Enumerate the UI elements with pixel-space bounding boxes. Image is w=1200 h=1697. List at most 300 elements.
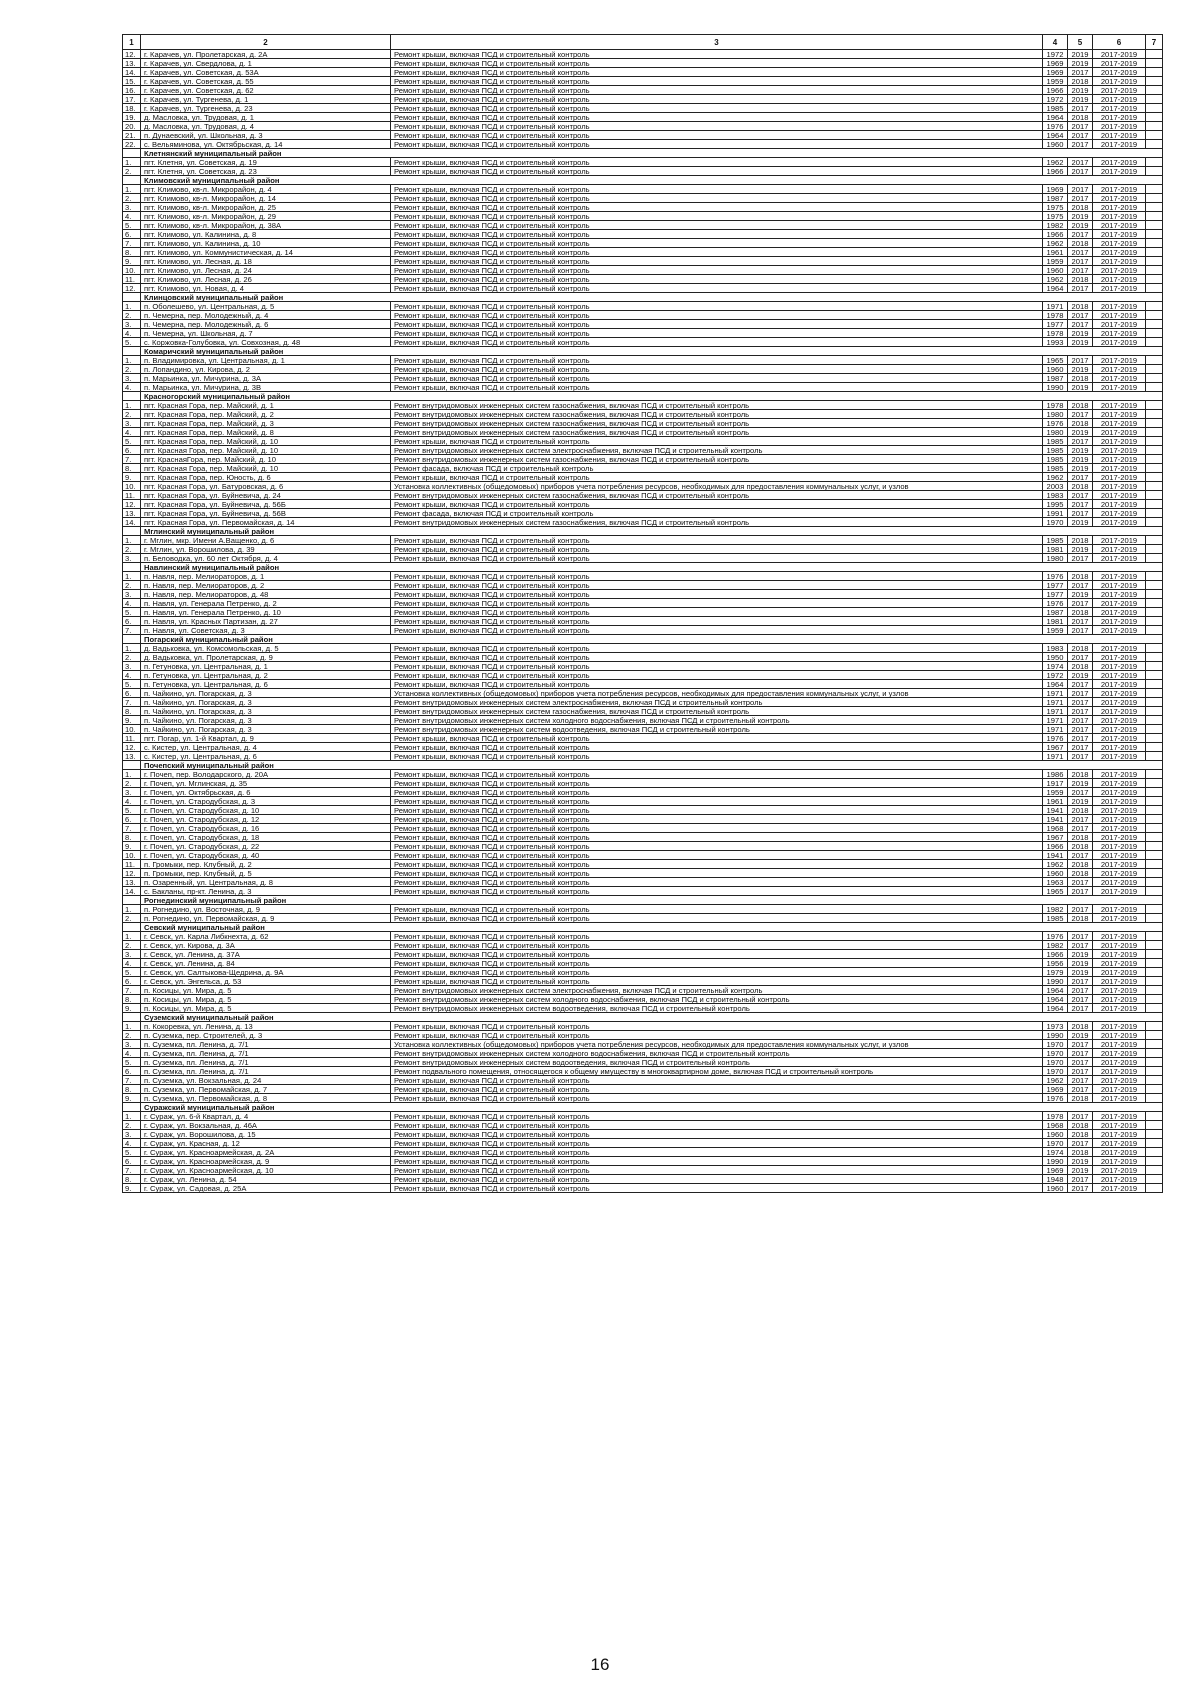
period-cell: 2017-2019 — [1093, 707, 1146, 716]
build-year-cell: 1985 — [1043, 104, 1068, 113]
address-cell: г. Севск, ул. Энгельса, д. 53 — [141, 977, 391, 986]
empty-cell — [1146, 491, 1163, 500]
address-cell: п. Гетуновка, ул. Центральная, д. 6 — [141, 680, 391, 689]
address-cell: г. Сураж, ул. Красноармейская, д. 10 — [141, 1166, 391, 1175]
address-cell: п. Лопандино, ул. Кирова, д. 2 — [141, 365, 391, 374]
address-cell: п. Рогнедино, ул. Восточная, д. 9 — [141, 905, 391, 914]
planned-year-cell: 2017 — [1068, 1139, 1093, 1148]
planned-year-cell: 2017 — [1068, 311, 1093, 320]
address-cell: г. Почеп, ул. Стародубская, д. 18 — [141, 833, 391, 842]
table-body — [123, 50, 1163, 1193]
table-row — [123, 410, 1163, 419]
period-cell: 2017-2019 — [1093, 779, 1146, 788]
work-type-cell: Ремонт крыши, включая ПСД и строительный контроль — [391, 1139, 1043, 1148]
planned-year-cell: 2017 — [1068, 1040, 1093, 1049]
row-number: 4. — [123, 1139, 141, 1148]
district-name: Климовский муниципальный район — [141, 176, 1163, 185]
planned-year-cell: 2019 — [1068, 959, 1093, 968]
period-cell: 2017-2019 — [1093, 797, 1146, 806]
work-type-cell: Ремонт крыши, включая ПСД и строительный контроль — [391, 68, 1043, 77]
empty-cell — [1146, 716, 1163, 725]
district-name: Клетнянский муниципальный район — [141, 149, 1163, 158]
work-type-cell: Ремонт крыши, включая ПСД и строительный контроль — [391, 833, 1043, 842]
period-cell: 2017-2019 — [1093, 887, 1146, 896]
period-cell: 2017-2019 — [1093, 104, 1146, 113]
address-cell: г. Севск, ул. Ленина, д. 37А — [141, 950, 391, 959]
empty-cell — [1146, 1166, 1163, 1175]
period-cell: 2017-2019 — [1093, 167, 1146, 176]
period-cell: 2017-2019 — [1093, 1040, 1146, 1049]
build-year-cell: 1970 — [1043, 1067, 1068, 1076]
table-row — [123, 482, 1163, 491]
address-cell: г. Почеп, ул. Стародубская, д. 10 — [141, 806, 391, 815]
row-number: 7. — [123, 824, 141, 833]
address-cell: пгт. Красная Гора, пер. Майский, д. 10 — [141, 437, 391, 446]
table-row — [123, 50, 1163, 59]
row-number: 12. — [123, 500, 141, 509]
period-cell: 2017-2019 — [1093, 464, 1146, 473]
row-number: 9. — [123, 1184, 141, 1193]
row-number: 13. — [123, 752, 141, 761]
work-type-cell: Ремонт крыши, включая ПСД и строительный контроль — [391, 860, 1043, 869]
row-number: 8. — [123, 707, 141, 716]
work-type-cell: Ремонт крыши, включая ПСД и строительный контроль — [391, 167, 1043, 176]
build-year-cell: 1978 — [1043, 1112, 1068, 1121]
district-name: Суземский муниципальный район — [141, 1013, 1163, 1022]
work-type-cell: Ремонт крыши, включая ПСД и строительный контроль — [391, 887, 1043, 896]
empty-cell — [123, 347, 141, 356]
empty-cell — [1146, 1094, 1163, 1103]
address-cell: г. Карачев, ул. Тургенева, д. 1 — [141, 95, 391, 104]
empty-cell — [1146, 113, 1163, 122]
empty-cell — [1146, 203, 1163, 212]
work-type-cell: Установка коллективных (общедомовых) приборов учета потребления ресурсов, необходимых для предоставления коммунальных услуг, и узлов — [391, 1040, 1043, 1049]
work-type-cell: Ремонт крыши, включая ПСД и строительный контроль — [391, 581, 1043, 590]
address-cell: пгт. Климово, кв-л. Микрорайон, д. 14 — [141, 194, 391, 203]
table-row — [123, 932, 1163, 941]
build-year-cell: 1960 — [1043, 1130, 1068, 1139]
work-type-cell: Ремонт крыши, включая ПСД и строительный контроль — [391, 221, 1043, 230]
empty-cell — [123, 293, 141, 302]
planned-year-cell: 2018 — [1068, 644, 1093, 653]
column-header-6: 6 — [1093, 35, 1146, 50]
work-type-cell: Ремонт крыши, включая ПСД и строительный контроль — [391, 104, 1043, 113]
empty-cell — [1146, 140, 1163, 149]
planned-year-cell: 2017 — [1068, 68, 1093, 77]
table-row — [123, 851, 1163, 860]
row-number: 6. — [123, 815, 141, 824]
table-row — [123, 842, 1163, 851]
build-year-cell: 1971 — [1043, 698, 1068, 707]
work-type-cell: Ремонт крыши, включая ПСД и строительный контроль — [391, 941, 1043, 950]
empty-cell — [1146, 932, 1163, 941]
period-cell: 2017-2019 — [1093, 752, 1146, 761]
build-year-cell: 1970 — [1043, 518, 1068, 527]
planned-year-cell: 2017 — [1068, 824, 1093, 833]
period-cell: 2017-2019 — [1093, 302, 1146, 311]
address-cell: пгт. Климово, кв-л. Микрорайон, д. 29 — [141, 212, 391, 221]
table-row — [123, 734, 1163, 743]
planned-year-cell: 2017 — [1068, 1049, 1093, 1058]
row-number: 6. — [123, 1157, 141, 1166]
address-cell: п. Беловодка, ул. 60 лет Октября, д. 4 — [141, 554, 391, 563]
work-type-cell: Ремонт крыши, включая ПСД и строительный контроль — [391, 239, 1043, 248]
table-row — [123, 815, 1163, 824]
table-row — [123, 824, 1163, 833]
empty-cell — [1146, 104, 1163, 113]
work-type-cell: Ремонт крыши, включая ПСД и строительный контроль — [391, 770, 1043, 779]
row-number: 2. — [123, 194, 141, 203]
build-year-cell: 1978 — [1043, 401, 1068, 410]
row-number: 19. — [123, 113, 141, 122]
period-cell: 2017-2019 — [1093, 995, 1146, 1004]
empty-cell — [1146, 473, 1163, 482]
work-type-cell: Ремонт крыши, включая ПСД и строительный контроль — [391, 131, 1043, 140]
planned-year-cell: 2017 — [1068, 815, 1093, 824]
work-type-cell: Ремонт крыши, включая ПСД и строительный контроль — [391, 572, 1043, 581]
page-number: 16 — [590, 1655, 610, 1674]
table-row — [123, 1076, 1163, 1085]
row-number: 16. — [123, 86, 141, 95]
table-row — [123, 248, 1163, 257]
planned-year-cell: 2018 — [1068, 239, 1093, 248]
work-type-cell: Ремонт крыши, включая ПСД и строительный контроль — [391, 329, 1043, 338]
empty-cell — [1146, 1121, 1163, 1130]
build-year-cell: 1962 — [1043, 239, 1068, 248]
period-cell: 2017-2019 — [1093, 1157, 1146, 1166]
empty-cell — [1146, 680, 1163, 689]
period-cell: 2017-2019 — [1093, 572, 1146, 581]
planned-year-cell: 2017 — [1068, 707, 1093, 716]
period-cell: 2017-2019 — [1093, 1031, 1146, 1040]
planned-year-cell: 2017 — [1068, 680, 1093, 689]
period-cell: 2017-2019 — [1093, 113, 1146, 122]
period-cell: 2017-2019 — [1093, 473, 1146, 482]
empty-cell — [1146, 122, 1163, 131]
table-row — [123, 833, 1163, 842]
period-cell: 2017-2019 — [1093, 860, 1146, 869]
build-year-cell: 1948 — [1043, 1175, 1068, 1184]
empty-cell — [1146, 815, 1163, 824]
table-row — [123, 689, 1163, 698]
build-year-cell: 1993 — [1043, 338, 1068, 347]
planned-year-cell: 2017 — [1068, 158, 1093, 167]
period-cell: 2017-2019 — [1093, 905, 1146, 914]
table-row — [123, 437, 1163, 446]
column-header-3: 3 — [391, 35, 1043, 50]
planned-year-cell: 2017 — [1068, 581, 1093, 590]
work-type-cell: Ремонт крыши, включая ПСД и строительный контроль — [391, 158, 1043, 167]
district-name: Суражский муниципальный район — [141, 1103, 1163, 1112]
row-number: 1. — [123, 1022, 141, 1031]
planned-year-cell: 2017 — [1068, 977, 1093, 986]
row-number: 4. — [123, 329, 141, 338]
work-type-cell: Ремонт крыши, включая ПСД и строительный контроль — [391, 203, 1043, 212]
work-type-cell: Ремонт крыши, включая ПСД и строительный контроль — [391, 590, 1043, 599]
build-year-cell: 1969 — [1043, 68, 1068, 77]
build-year-cell: 1985 — [1043, 536, 1068, 545]
build-year-cell: 1967 — [1043, 833, 1068, 842]
district-section-row — [123, 1013, 1163, 1022]
table-row — [123, 59, 1163, 68]
build-year-cell: 1964 — [1043, 986, 1068, 995]
address-cell: г. Почеп, ул. Стародубская, д. 22 — [141, 842, 391, 851]
row-number: 2. — [123, 167, 141, 176]
empty-cell — [1146, 1148, 1163, 1157]
planned-year-cell: 2018 — [1068, 842, 1093, 851]
row-number: 9. — [123, 257, 141, 266]
address-cell: пгт. Красная Гора, ул. Буйневича, д. 56В — [141, 509, 391, 518]
period-cell: 2017-2019 — [1093, 446, 1146, 455]
empty-cell — [1146, 68, 1163, 77]
empty-cell — [1146, 653, 1163, 662]
row-number: 4. — [123, 212, 141, 221]
table-row — [123, 230, 1163, 239]
work-type-cell: Ремонт крыши, включая ПСД и строительный контроль — [391, 59, 1043, 68]
address-cell: п. Косицы, ул. Мира, д. 5 — [141, 995, 391, 1004]
build-year-cell: 1964 — [1043, 995, 1068, 1004]
row-number: 5. — [123, 1148, 141, 1157]
empty-cell — [1146, 608, 1163, 617]
planned-year-cell: 2017 — [1068, 1004, 1093, 1013]
planned-year-cell: 2017 — [1068, 905, 1093, 914]
row-number: 8. — [123, 1085, 141, 1094]
row-number: 13. — [123, 878, 141, 887]
work-type-cell: Ремонт крыши, включая ПСД и строительный контроль — [391, 959, 1043, 968]
district-name: Почепский муниципальный район — [141, 761, 1163, 770]
address-cell: пгт. Красная Гора, ул. Буйневича, д. 24 — [141, 491, 391, 500]
empty-cell — [123, 392, 141, 401]
planned-year-cell: 2017 — [1068, 995, 1093, 1004]
address-cell: п. Марьинка, ул. Мичурина, д. 3А — [141, 374, 391, 383]
planned-year-cell: 2019 — [1068, 545, 1093, 554]
address-cell: п. Озаренный, ул. Центральная, д. 8 — [141, 878, 391, 887]
build-year-cell: 1969 — [1043, 1085, 1068, 1094]
planned-year-cell: 2018 — [1068, 1094, 1093, 1103]
build-year-cell: 1976 — [1043, 734, 1068, 743]
table-row — [123, 914, 1163, 923]
planned-year-cell: 2018 — [1068, 770, 1093, 779]
period-cell: 2017-2019 — [1093, 410, 1146, 419]
period-cell: 2017-2019 — [1093, 941, 1146, 950]
row-number: 11. — [123, 860, 141, 869]
address-cell: пгт. Красная Гора, пер. Майский, д. 10 — [141, 446, 391, 455]
empty-cell — [123, 635, 141, 644]
empty-cell — [1146, 482, 1163, 491]
period-cell: 2017-2019 — [1093, 617, 1146, 626]
build-year-cell: 1969 — [1043, 59, 1068, 68]
empty-cell — [1146, 1058, 1163, 1067]
empty-cell — [1146, 662, 1163, 671]
period-cell: 2017-2019 — [1093, 257, 1146, 266]
build-year-cell: 1970 — [1043, 1139, 1068, 1148]
district-name: Клинцовский муниципальный район — [141, 293, 1163, 302]
period-cell: 2017-2019 — [1093, 437, 1146, 446]
work-type-cell: Ремонт крыши, включая ПСД и строительный контроль — [391, 284, 1043, 293]
work-type-cell: Ремонт крыши, включая ПСД и строительный контроль — [391, 545, 1043, 554]
planned-year-cell: 2017 — [1068, 194, 1093, 203]
table-row — [123, 743, 1163, 752]
table-row — [123, 419, 1163, 428]
table-row — [123, 887, 1163, 896]
table-row — [123, 1031, 1163, 1040]
table-row — [123, 1148, 1163, 1157]
build-year-cell: 1977 — [1043, 320, 1068, 329]
address-cell: п. Гетуновка, ул. Центральная, д. 1 — [141, 662, 391, 671]
work-type-cell: Ремонт крыши, включая ПСД и строительный контроль — [391, 734, 1043, 743]
period-cell: 2017-2019 — [1093, 581, 1146, 590]
address-cell: пгт. Клетня, ул. Советская, д. 19 — [141, 158, 391, 167]
period-cell: 2017-2019 — [1093, 1085, 1146, 1094]
period-cell: 2017-2019 — [1093, 284, 1146, 293]
row-number: 12. — [123, 50, 141, 59]
planned-year-cell: 2018 — [1068, 419, 1093, 428]
district-section-row — [123, 563, 1163, 572]
row-number: 13. — [123, 59, 141, 68]
row-number: 4. — [123, 959, 141, 968]
row-number: 5. — [123, 437, 141, 446]
period-cell: 2017-2019 — [1093, 50, 1146, 59]
period-cell: 2017-2019 — [1093, 743, 1146, 752]
row-number: 7. — [123, 986, 141, 995]
empty-cell — [1146, 50, 1163, 59]
planned-year-cell: 2018 — [1068, 608, 1093, 617]
period-cell: 2017-2019 — [1093, 95, 1146, 104]
work-type-cell: Ремонт крыши, включая ПСД и строительный контроль — [391, 113, 1043, 122]
build-year-cell: 1966 — [1043, 950, 1068, 959]
build-year-cell: 1964 — [1043, 1004, 1068, 1013]
build-year-cell: 1978 — [1043, 311, 1068, 320]
period-cell: 2017-2019 — [1093, 86, 1146, 95]
table-row — [123, 1085, 1163, 1094]
empty-cell — [1146, 725, 1163, 734]
empty-cell — [123, 761, 141, 770]
row-number: 5. — [123, 806, 141, 815]
row-number: 9. — [123, 473, 141, 482]
empty-cell — [1146, 410, 1163, 419]
table-row — [123, 203, 1163, 212]
work-type-cell: Ремонт крыши, включая ПСД и строительный контроль — [391, 86, 1043, 95]
row-number: 7. — [123, 1076, 141, 1085]
table-row — [123, 212, 1163, 221]
empty-cell — [1146, 1040, 1163, 1049]
planned-year-cell: 2019 — [1068, 329, 1093, 338]
table-row — [123, 185, 1163, 194]
address-cell: п. Суземка, пл. Ленина, д. 7/1 — [141, 1058, 391, 1067]
address-cell: с. Кистер, ул. Центральная, д. 6 — [141, 752, 391, 761]
column-header-1: 1 — [123, 35, 141, 50]
period-cell: 2017-2019 — [1093, 833, 1146, 842]
address-cell: п. Чайкино, ул. Погарская, д. 3 — [141, 707, 391, 716]
work-type-cell: Ремонт крыши, включая ПСД и строительный контроль — [391, 122, 1043, 131]
address-cell: п. Суземка, ул. Вокзальная, д. 24 — [141, 1076, 391, 1085]
address-cell: г. Севск, ул. Салтыкова-Щедрина, д. 9А — [141, 968, 391, 977]
row-number: 2. — [123, 653, 141, 662]
address-cell: п. Навля, ул. Генерала Петренко, д. 10 — [141, 608, 391, 617]
period-cell: 2017-2019 — [1093, 311, 1146, 320]
table-row — [123, 104, 1163, 113]
address-cell: пгт. Красная Гора, пер. Майский, д. 3 — [141, 419, 391, 428]
table-row — [123, 680, 1163, 689]
planned-year-cell: 2019 — [1068, 671, 1093, 680]
period-cell: 2017-2019 — [1093, 1004, 1146, 1013]
build-year-cell: 1970 — [1043, 1058, 1068, 1067]
planned-year-cell: 2019 — [1068, 59, 1093, 68]
table-row — [123, 716, 1163, 725]
planned-year-cell: 2017 — [1068, 1058, 1093, 1067]
address-cell: п. Суземка, ул. Первомайская, д. 7 — [141, 1085, 391, 1094]
work-type-cell: Ремонт крыши, включая ПСД и строительный контроль — [391, 1094, 1043, 1103]
work-type-cell: Ремонт крыши, включая ПСД и строительный контроль — [391, 311, 1043, 320]
address-cell: пгт. Климово, ул. Лесная, д. 24 — [141, 266, 391, 275]
row-number: 1. — [123, 185, 141, 194]
planned-year-cell: 2017 — [1068, 356, 1093, 365]
row-number: 1. — [123, 644, 141, 653]
table-row — [123, 1175, 1163, 1184]
work-type-cell: Ремонт крыши, включая ПСД и строительный контроль — [391, 185, 1043, 194]
period-cell: 2017-2019 — [1093, 1067, 1146, 1076]
address-cell: г. Мглин, мкр. Имени А.Ващенко, д. 6 — [141, 536, 391, 545]
build-year-cell: 1964 — [1043, 113, 1068, 122]
build-year-cell: 1976 — [1043, 122, 1068, 131]
period-cell: 2017-2019 — [1093, 275, 1146, 284]
build-year-cell: 1990 — [1043, 1031, 1068, 1040]
planned-year-cell: 2018 — [1068, 374, 1093, 383]
empty-cell — [1146, 833, 1163, 842]
period-cell: 2017-2019 — [1093, 950, 1146, 959]
work-type-cell: Ремонт крыши, включая ПСД и строительный контроль — [391, 1112, 1043, 1121]
address-cell: д. Вадьковка, ул. Пролетарская, д. 9 — [141, 653, 391, 662]
build-year-cell: 1987 — [1043, 374, 1068, 383]
row-number: 5. — [123, 221, 141, 230]
table-row — [123, 131, 1163, 140]
planned-year-cell: 2017 — [1068, 230, 1093, 239]
table-row — [123, 455, 1163, 464]
period-cell: 2017-2019 — [1093, 932, 1146, 941]
work-type-cell: Ремонт крыши, включая ПСД и строительный контроль — [391, 788, 1043, 797]
work-type-cell: Ремонт крыши, включая ПСД и строительный контроль — [391, 140, 1043, 149]
planned-year-cell: 2018 — [1068, 1022, 1093, 1031]
empty-cell — [123, 1013, 141, 1022]
district-name: Севский муниципальный район — [141, 923, 1163, 932]
address-cell: пгт. Красная Гора, пер. Майский, д. 1 — [141, 401, 391, 410]
planned-year-cell: 2019 — [1068, 95, 1093, 104]
build-year-cell: 1975 — [1043, 203, 1068, 212]
period-cell: 2017-2019 — [1093, 221, 1146, 230]
work-type-cell: Ремонт внутридомовых инженерных систем холодного водоснабжения, включая ПСД и строительный контроль — [391, 995, 1043, 1004]
address-cell: п. Навля, ул. Генерала Петренко, д. 2 — [141, 599, 391, 608]
district-name: Комаричский муниципальный район — [141, 347, 1163, 356]
row-number: 6. — [123, 977, 141, 986]
period-cell: 2017-2019 — [1093, 194, 1146, 203]
address-cell: г. Карачев, ул. Свердлова, д. 1 — [141, 59, 391, 68]
row-number: 4. — [123, 428, 141, 437]
district-section-row — [123, 896, 1163, 905]
district-section-row — [123, 176, 1163, 185]
row-number: 7. — [123, 1166, 141, 1175]
period-cell: 2017-2019 — [1093, 185, 1146, 194]
planned-year-cell: 2019 — [1068, 464, 1093, 473]
work-type-cell: Ремонт крыши, включая ПСД и строительный контроль — [391, 905, 1043, 914]
period-cell: 2017-2019 — [1093, 509, 1146, 518]
empty-cell — [1146, 1175, 1163, 1184]
planned-year-cell: 2017 — [1068, 500, 1093, 509]
empty-cell — [1146, 239, 1163, 248]
table-row — [123, 671, 1163, 680]
planned-year-cell: 2017 — [1068, 437, 1093, 446]
empty-cell — [1146, 950, 1163, 959]
work-type-cell: Ремонт крыши, включая ПСД и строительный контроль — [391, 194, 1043, 203]
